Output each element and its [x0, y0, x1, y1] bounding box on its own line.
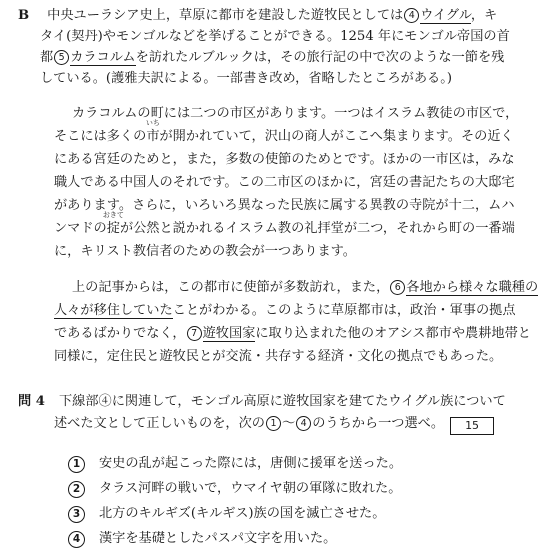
- question-text: 下線部④に関連して，モンゴル高原に遊牧国家を建てたウイグル族について: [58, 394, 506, 409]
- underlined-term-uighur: ウイグル: [420, 8, 471, 23]
- option-number: 3: [68, 506, 85, 523]
- commentary-line-4: 同様に，定住民と遊牧民とが交流・共存する経済・文化の拠点でもあった。: [54, 349, 503, 364]
- quote-line-7: に，キリスト教信者のための教会が一つあります。: [54, 244, 356, 259]
- underline-number-4: 4: [404, 8, 419, 23]
- quote-line-6: ンマドの おきて 掟が公然と説かれるイスラム教の礼拝堂が二つ，それから町の一番端: [54, 219, 515, 239]
- question-line-1: [18, 392, 506, 412]
- option-4[interactable]: [68, 529, 336, 549]
- option-2[interactable]: [68, 479, 401, 499]
- underline-number-5: 5: [54, 50, 69, 65]
- section-intro-line-2: タイ(契丹)やモンゴルなどを挙げることができる。1254 年にモンゴル帝国の首: [40, 29, 510, 44]
- range-start-number: 1: [266, 416, 281, 431]
- underlined-term-nomadic-state: 遊牧国家: [202, 326, 256, 341]
- underlined-term-karakorum: カラコルム: [70, 50, 136, 65]
- underline-number-6: 6: [390, 280, 405, 295]
- ruby-word-okite: おきて 掟: [102, 211, 124, 236]
- underline-number-7: 7: [187, 326, 202, 341]
- quote-line-2: そこには多くの いち 市が開かれていて，沢山の商人がここへ集まります。その近く: [54, 127, 514, 147]
- option-number: 1: [68, 456, 85, 473]
- section-intro-line-1: B 中央ユーラシア史上，草原に都市を建設した遊牧民としては 4 ウイグル，キ: [18, 8, 498, 23]
- range-end-number: 4: [296, 416, 311, 431]
- quote-line-3: にある宮廷のためと，また，多数の使節のためとです。ほかの一市区は，みな: [54, 152, 515, 167]
- quote-line-1: カラコルムの町には二つの市区があります。一つはイスラム教徒の市区で，: [72, 106, 519, 121]
- commentary-line-2: 人々が移住していたことがわかる。このように草原都市は，政治・軍事の拠点: [54, 303, 516, 318]
- section-intro-line-3: 都 5 カラコルムを訪れたルブルックは，その旅行記の中で次のような一節を残: [40, 50, 505, 65]
- commentary-line-1: 上の記事からは，この都市に使節が多数訪れ，また， 6 各地から様々な職種の: [72, 280, 538, 295]
- quote-line-5: があります。さらに，いろいろ異なった民族に属する異教の寺院が十二，ムハ: [54, 198, 515, 213]
- option-text: 安史の乱が起こった際には，唐側に援軍を送った。: [99, 456, 403, 471]
- intro-text: 中央ユーラシア史上，草原に都市を建設した遊牧民としては: [47, 8, 404, 23]
- underlined-phrase-various-trades: 各地から様々な職種の: [406, 280, 538, 295]
- section-label: B: [18, 8, 30, 23]
- question-line-2: 述べた文として正しいものを，次の 1 ～ 4 のうちから一つ選べ。 15: [54, 414, 494, 435]
- option-text: 北方のキルギズ(キルギス)族の国を滅亡させた。: [99, 506, 386, 521]
- option-number: 4: [68, 531, 85, 548]
- option-1[interactable]: [68, 454, 402, 474]
- option-text: 漢字を基礎としたパスパ文字を用いた。: [99, 531, 337, 546]
- option-number: 2: [68, 481, 85, 498]
- option-3[interactable]: [68, 504, 385, 524]
- quote-line-4: 職人である中国人のそれです。この二市区のほかに，宮廷の書記たちの大邸宅: [54, 175, 515, 190]
- option-text: タラス河畔の戦いで，ウマイヤ朝の軍隊に敗れた。: [99, 481, 402, 496]
- commentary-line-3: であるばかりでなく， 7 遊牧国家に取り込まれた他のオアシス都市や農耕地帯と: [54, 326, 531, 341]
- answer-number-box[interactable]: 15: [450, 417, 494, 435]
- section-intro-line-4: している。(護雅夫訳による。一部書き改め，省略したところがある。): [40, 71, 452, 86]
- underlined-phrase-migrated: 人々が移住していた: [54, 303, 173, 318]
- ruby-word-ichi: いち 市: [145, 119, 160, 144]
- question-label: 問 4: [18, 394, 45, 409]
